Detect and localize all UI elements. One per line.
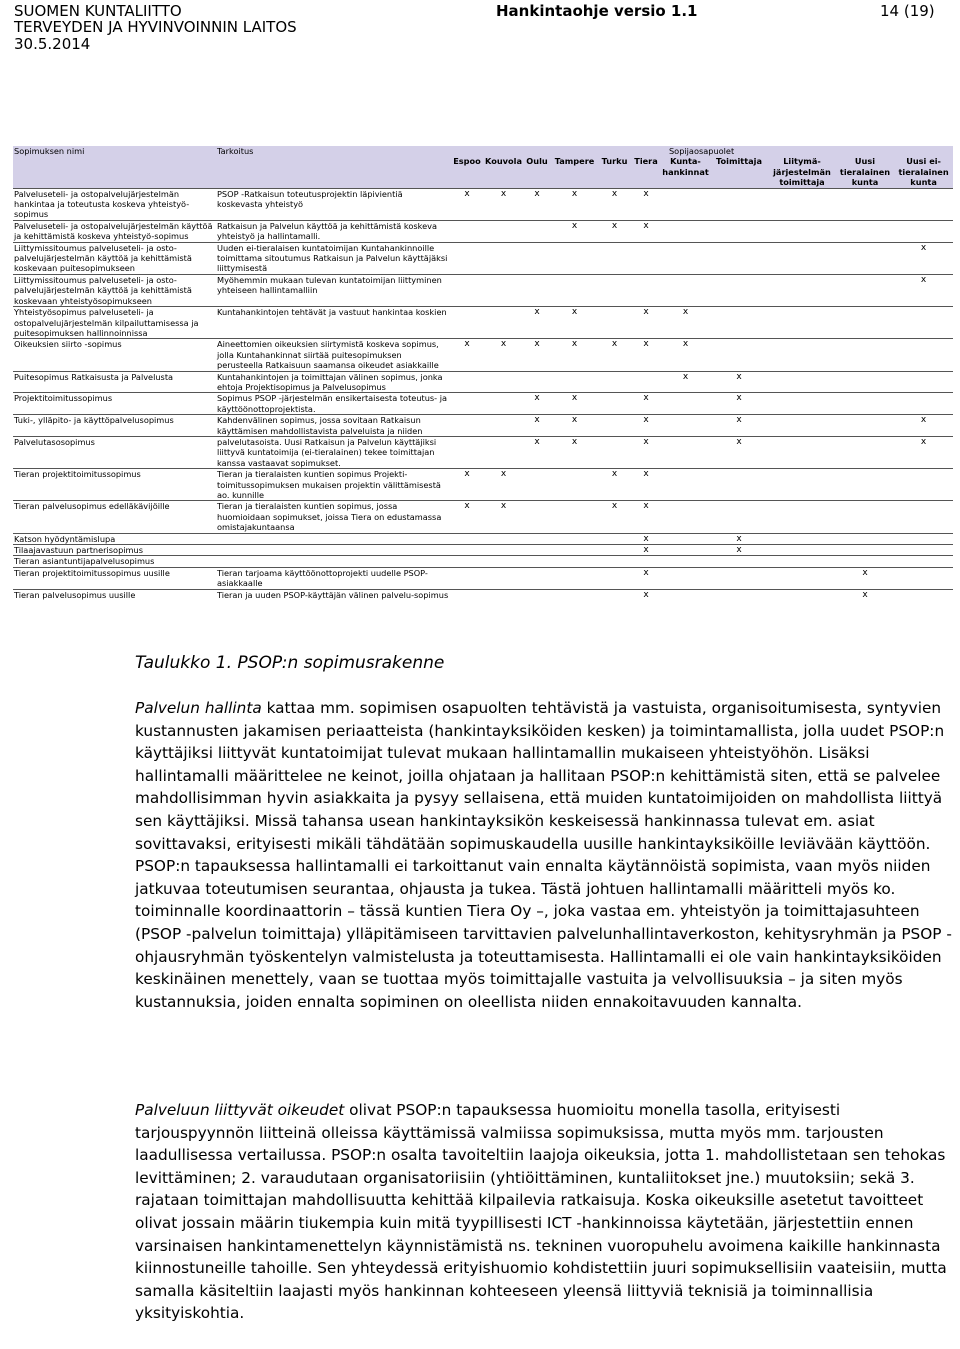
party-mark (450, 436, 484, 468)
contract-name: Katson hyödyntämislupa (13, 533, 216, 544)
party-mark: x (631, 589, 661, 600)
contract-purpose: Kuntahankintojen ja toimittajan välinen sopimus, jonka ehtoja Projektisopimus ja Palvelusopimus (216, 371, 450, 393)
party-mark (598, 567, 631, 589)
party-mark (523, 556, 551, 567)
party-mark (710, 469, 768, 501)
contract-purpose: Aineettomien oikeuksien siirtymistä koskeva sopimus, jolla Kuntahankinnat siirtää puitesopimuksen perusteella Ratkaisuun saamansa oikeudet asiakkaille (216, 339, 450, 371)
party-mark: x (484, 188, 523, 220)
column-header-name: Sopimuksen nimi (13, 146, 216, 188)
party-mark (768, 371, 836, 393)
party-mark (661, 188, 710, 220)
party-mark: x (551, 188, 598, 220)
party-mark: x (523, 436, 551, 468)
contract-name: Oikeuksien siirto -sopimus (13, 339, 216, 371)
table-row (13, 589, 953, 600)
column-header-party: Tiera (631, 156, 661, 188)
party-mark (523, 533, 551, 544)
party-mark (768, 242, 836, 274)
party-mark (768, 220, 836, 242)
contract-name: Tieran projektitoimitussopimus (13, 469, 216, 501)
party-mark (768, 339, 836, 371)
table-row (13, 567, 953, 589)
party-mark (450, 589, 484, 600)
party-mark (768, 533, 836, 544)
party-mark (661, 393, 710, 415)
contract-purpose: Ratkaisun ja Palvelun käyttöä ja kehittämistä koskeva yhteistyö ja hallintamalli. (216, 220, 450, 242)
party-mark (598, 436, 631, 468)
party-mark (450, 545, 484, 556)
party-mark (661, 469, 710, 501)
column-header-party: Kouvola (484, 156, 523, 188)
party-mark (836, 220, 894, 242)
party-mark: x (484, 339, 523, 371)
party-mark (661, 242, 710, 274)
party-mark (450, 371, 484, 393)
party-mark (484, 242, 523, 274)
party-mark (710, 188, 768, 220)
party-mark (551, 556, 598, 567)
organization-name: SUOMEN KUNTALIITTO (14, 2, 182, 20)
party-mark (484, 545, 523, 556)
party-mark (523, 501, 551, 533)
party-mark (551, 469, 598, 501)
column-group-parties: Sopijaosapuolet (450, 146, 953, 156)
party-mark: x (598, 188, 631, 220)
party-mark (661, 545, 710, 556)
column-header-party: Uusi ei-tieralainen kunta (894, 156, 953, 188)
table-row (13, 436, 953, 468)
paragraph-rights (135, 1099, 955, 1325)
party-mark (710, 556, 768, 567)
party-mark (768, 307, 836, 339)
paragraph-text: kattaa mm. sopimisen osapuolten tehtävistä ja vastuista, organisoitumisesta, syntyvien kustannusten jakamisen periaatteista (hankintayksiköiden kesken) ja toimintamallista, jolla uudet PSOP:n käyttäjiksi liittyvät kuntatoimijat tulevat mukaan hallintamallin mukaiseen yhteistyöhön. Lisäksi hallintamalli määrittelee ne keinot, joilla ohjataan ja hallitaan PSOP:n kehittämistä siten, että se palvelee mahdollisimman hyvin asiakkaita ja pysyy sellaisena, että muiden kuntatoimijoiden on mahdollista liittyä sen käyttäjiksi. Missä tahansa usean hankintayksikön keskeisessä hankinnassa tulevat em. asiat sovittavaksi, erityisesti mikäli tähdätään sopimuskaudella uusille hankintayksiköille leviävään käyttöön. PSOP:n tapauksessa hallintamalli ei tarkoittanut vain ennalta käytännöistä sopimista, vaan myös niiden jatkuvaa toteutumisen seurantaa, ohjausta ja tukea. Tästä johtuen hallintamalli määritteli myös ko. toiminnalle koordinaattorin – tässä kuntien Tiera Oy –, joka vastaa em. yhteistyön ja toimittajasuhteen (PSOP -palvelun toimittaja) ylläpitämiseen tarvittavien palvelunhallintaverkoston, kehitysryhmän ja PSOP -ohjausryhmän työskentelyn valmistelusta ja toteuttamisesta. Hallintamalli ei ole vain hankintayksiköiden keskinäinen menettely, vaan se tuottaa myös toimittajalle vastuita ja velvollisuuksia – ja siten myös kustannuksia, joiden ennalta sopiminen on oleellista niiden ennakoitavuuden kannalta. (135, 699, 952, 1011)
party-mark (484, 307, 523, 339)
party-mark: x (661, 371, 710, 393)
document-date: 30.5.2014 (14, 35, 91, 53)
party-mark: x (450, 469, 484, 501)
party-mark: x (551, 415, 598, 437)
table-row (13, 415, 953, 437)
party-mark: x (631, 501, 661, 533)
party-mark: x (894, 436, 953, 468)
party-mark (768, 274, 836, 306)
table-row (13, 545, 953, 556)
party-mark (484, 567, 523, 589)
party-mark (551, 533, 598, 544)
party-mark: x (598, 339, 631, 371)
table-row (13, 501, 953, 533)
party-mark (450, 307, 484, 339)
party-mark: x (484, 501, 523, 533)
party-mark (598, 533, 631, 544)
party-mark: x (598, 220, 631, 242)
party-mark (836, 307, 894, 339)
party-mark (631, 274, 661, 306)
party-mark: x (710, 393, 768, 415)
party-mark: x (631, 188, 661, 220)
party-mark (450, 567, 484, 589)
party-mark (768, 501, 836, 533)
party-mark (484, 436, 523, 468)
party-mark (551, 242, 598, 274)
contract-purpose: Uuden ei-tieralaisen kuntatoimijan Kuntahankinnoille toimittama sitoutumus Ratkaisun ja Palvelun käyttäjäksi liittymisestä (216, 242, 450, 274)
table-row (13, 533, 953, 544)
party-mark (598, 545, 631, 556)
party-mark (450, 415, 484, 437)
contract-name: Tuki-, ylläpito- ja käyttöpalvelusopimus (13, 415, 216, 437)
column-header-party: Espoo (450, 156, 484, 188)
party-mark (661, 589, 710, 600)
contract-purpose: Kahdenvälinen sopimus, jossa sovitaan Ratkaisun käyttämisen mahdollistavista palveluista ja niiden (216, 415, 450, 437)
party-mark: x (710, 371, 768, 393)
party-mark (836, 339, 894, 371)
party-mark (631, 556, 661, 567)
party-mark (836, 556, 894, 567)
party-mark (768, 567, 836, 589)
party-mark (894, 533, 953, 544)
table-row (13, 371, 953, 393)
party-mark (450, 533, 484, 544)
page-header (0, 0, 960, 60)
party-mark (894, 371, 953, 393)
party-mark (484, 393, 523, 415)
contract-name: Liittymissitoumus palveluseteli- ja osto-palvelujärjestelmän käyttöä ja kehittämistä koskevaan puitesopimukseen (13, 242, 216, 274)
paragraph-lead: Palveluun liittyvät oikeudet (135, 1101, 345, 1119)
party-mark (836, 469, 894, 501)
party-mark (631, 242, 661, 274)
party-mark (661, 556, 710, 567)
column-header-purpose: Tarkoitus (216, 146, 450, 188)
party-mark (598, 274, 631, 306)
party-mark: x (450, 501, 484, 533)
contract-name: Tilaajavastuun partnerisopimus (13, 545, 216, 556)
column-header-party: Kunta-hankinnat (661, 156, 710, 188)
party-mark (523, 589, 551, 600)
party-mark (894, 307, 953, 339)
party-mark (768, 545, 836, 556)
contract-purpose: Tieran tarjoama käyttöönottoprojekti uudelle PSOP-asiakkaalle (216, 567, 450, 589)
paragraph-text: olivat PSOP:n tapauksessa huomioitu monella tasolla, erityisesti tarjouspyynnön liitteinä olleissa käyttämissä valmiissa sopimuksissa, mutta myös mm. tarjousten laadullisessa vertailussa. PSOP:n osalta tavoiteltiin laajoja oikeuksia, jotta 1. mahdollistetaan sen tehokas levittäminen; 2. varaudutaan organisatoriisiin (yhtiöittäminen, kuntaliitokset jne.) muutoksiin; sekä 3. rajataan toimittajan mahdollisuutta kehittää kilpailevia ratkaisuja. Koska oikeuksille asetetut tavoitteet olivat jossain määrin tiukempia kuin mitä tyypillisesti ICT -hankinnoissa käytetään, järjestettiin ennen varsinaisen hankintamenettelyn käynnistämistä ns. tekninen vuoropuhelu avoimena kaikille hankinnasta kiinnostuneille tahoille. Sen yhteydessä erityishuomio kohdistettiin juuri sopimuksellisiin vaateisiin, mutta samalla käsiteltiin laajasti myös hankinnan kohteeseen yleensä liittyviä teknisiä ja toiminnallisia yksityiskohtia. (135, 1101, 947, 1323)
party-mark (484, 415, 523, 437)
party-mark (450, 556, 484, 567)
party-mark (598, 242, 631, 274)
contract-purpose: Sopimus PSOP -järjestelmän ensikertaisesta toteutus- ja käyttöönottoprojektista. (216, 393, 450, 415)
party-mark (710, 220, 768, 242)
contract-name: Projektitoimitussopimus (13, 393, 216, 415)
contract-name: Palveluseteli- ja ostopalvelujärjestelmän käyttöä ja kehittämistä koskeva yhteistyö-sopimus (13, 220, 216, 242)
party-mark: x (523, 339, 551, 371)
party-mark (450, 393, 484, 415)
party-mark (450, 274, 484, 306)
contract-purpose (216, 545, 450, 556)
party-mark (551, 567, 598, 589)
party-mark (768, 436, 836, 468)
contract-name: Tieran asiantuntijapalvelusopimus (13, 556, 216, 567)
party-mark (598, 393, 631, 415)
party-mark (836, 393, 894, 415)
party-mark: x (631, 307, 661, 339)
party-mark (450, 242, 484, 274)
party-mark: x (661, 307, 710, 339)
party-mark (894, 567, 953, 589)
party-mark: x (894, 415, 953, 437)
party-mark (450, 220, 484, 242)
party-mark (551, 545, 598, 556)
party-mark: x (631, 545, 661, 556)
table-row (13, 242, 953, 274)
party-mark (894, 469, 953, 501)
page-number: 14 (19) (880, 2, 935, 20)
party-mark: x (836, 567, 894, 589)
party-mark (836, 533, 894, 544)
party-mark (661, 436, 710, 468)
table-row (13, 339, 953, 371)
contract-purpose: Tieran ja tieralaisten kuntien sopimus Projekti-toimitussopimuksen mukaisen projektin välittämisestä ao. kunnille (216, 469, 450, 501)
party-mark: x (631, 533, 661, 544)
party-mark (836, 436, 894, 468)
party-mark (523, 371, 551, 393)
party-mark (484, 220, 523, 242)
party-mark: x (710, 436, 768, 468)
party-mark: x (631, 436, 661, 468)
party-mark (484, 274, 523, 306)
party-mark (768, 556, 836, 567)
party-mark (710, 589, 768, 600)
party-mark: x (450, 188, 484, 220)
contract-purpose: Tieran ja uuden PSOP-käyttäjän välinen palvelu-sopimus (217, 589, 449, 600)
table-row (13, 274, 953, 306)
party-mark (598, 589, 631, 600)
party-mark (710, 567, 768, 589)
document-version: Hankintaohje versio 1.1 (496, 2, 698, 20)
party-mark (523, 545, 551, 556)
party-mark (523, 220, 551, 242)
party-mark (598, 415, 631, 437)
party-mark: x (631, 469, 661, 501)
party-mark (523, 274, 551, 306)
party-mark (551, 274, 598, 306)
party-mark (551, 589, 598, 600)
party-mark (836, 274, 894, 306)
contract-purpose (216, 533, 450, 544)
party-mark: x (551, 393, 598, 415)
party-mark (894, 339, 953, 371)
party-mark: x (523, 393, 551, 415)
table-row (13, 393, 953, 415)
party-mark (710, 274, 768, 306)
party-mark (598, 307, 631, 339)
party-mark (710, 501, 768, 533)
party-mark: x (631, 339, 661, 371)
party-mark (836, 188, 894, 220)
party-mark (836, 242, 894, 274)
party-mark (661, 501, 710, 533)
party-mark: x (551, 220, 598, 242)
party-mark: x (598, 469, 631, 501)
party-mark (523, 242, 551, 274)
party-mark: x (894, 242, 953, 274)
paragraph-governance (135, 697, 955, 1013)
party-mark (710, 307, 768, 339)
party-mark (894, 556, 953, 567)
column-header-party: Liitymä-järjestelmän toimittaja (768, 156, 836, 188)
contract-purpose (216, 556, 450, 567)
party-mark (523, 567, 551, 589)
table-row (13, 188, 953, 220)
party-mark: x (551, 436, 598, 468)
contract-structure-table (13, 146, 953, 600)
party-mark (768, 469, 836, 501)
party-mark: x (661, 339, 710, 371)
party-mark (894, 545, 953, 556)
party-mark (710, 339, 768, 371)
table-row (13, 220, 953, 242)
party-mark (598, 371, 631, 393)
party-mark (768, 393, 836, 415)
table-caption: Taulukko 1. PSOP:n sopimusrakenne (135, 653, 445, 673)
table-row (13, 307, 953, 339)
party-mark (661, 274, 710, 306)
organization-name-2: TERVEYDEN JA HYVINVOINNIN LAITOS (14, 18, 297, 36)
party-mark (836, 371, 894, 393)
table-row (13, 469, 953, 501)
party-mark (894, 589, 953, 600)
contract-name: Puitesopimus Ratkaisusta ja Palvelusta (13, 371, 216, 393)
party-mark: x (523, 307, 551, 339)
contract-name: Tieran palvelusopimus edelläkävijöille (13, 501, 216, 533)
party-mark: x (710, 533, 768, 544)
party-mark (631, 371, 661, 393)
party-mark (661, 415, 710, 437)
contract-name: Palvelutasosopimus (13, 436, 216, 468)
party-mark: x (484, 469, 523, 501)
party-mark (768, 415, 836, 437)
contract-purpose: palvelutasoista. Uusi Ratkaisun ja Palvelun käyttäjiksi liittyvä kuntatoimija (ei-tieralainen) tekee toimittajan kanssa vastaavat sopimukset. (216, 436, 450, 468)
party-mark (768, 589, 836, 600)
party-mark (836, 545, 894, 556)
party-mark (894, 220, 953, 242)
party-mark (661, 567, 710, 589)
contract-purpose: Kuntahankintojen tehtävät ja vastuut hankintaa koskien (216, 307, 450, 339)
contract-purpose: Tieran ja tieralaisten kuntien sopimus, jossa huomioidaan sopimukset, joissa Tiera on edustamassa omistajakuntaansa (216, 501, 450, 533)
party-mark: x (710, 545, 768, 556)
party-mark (710, 242, 768, 274)
party-mark: x (836, 589, 894, 600)
party-mark (484, 556, 523, 567)
party-mark: x (598, 501, 631, 533)
contract-purpose: PSOP -Ratkaisun toteutusprojektin läpivientiä koskevasta yhteistyö (216, 188, 450, 220)
party-mark: x (523, 415, 551, 437)
party-mark: x (631, 567, 661, 589)
party-mark (768, 188, 836, 220)
column-header-party: Uusi tieralainen kunta (836, 156, 894, 188)
party-mark: x (710, 415, 768, 437)
column-header-party: Toimittaja (710, 156, 768, 188)
party-mark: x (551, 307, 598, 339)
party-mark (836, 501, 894, 533)
contract-name: Tieran palvelusopimus uusille (13, 589, 216, 600)
party-mark: x (894, 274, 953, 306)
party-mark (484, 371, 523, 393)
party-mark (551, 371, 598, 393)
paragraph-lead: Palvelun hallinta (135, 699, 262, 717)
contract-purpose: Myöhemmin mukaan tulevan kuntatoimijan liittyminen yhteiseen hallintamalliin (216, 274, 450, 306)
party-mark: x (631, 393, 661, 415)
contract-name: Yhteistyösopimus palveluseteli- ja ostopalvelujärjestelmän kilpailuttamisessa ja puitesopimuksen hallinnoinnissa (13, 307, 216, 339)
party-mark: x (631, 220, 661, 242)
party-mark (894, 393, 953, 415)
party-mark (661, 220, 710, 242)
contract-name: Tieran projektitoimitussopimus uusille (13, 567, 216, 589)
party-mark: x (551, 339, 598, 371)
party-mark (484, 589, 523, 600)
table-row (13, 556, 953, 567)
party-mark (523, 469, 551, 501)
column-header-party: Tampere (551, 156, 598, 188)
party-mark (836, 415, 894, 437)
party-mark (484, 533, 523, 544)
contract-name: Liittymissitoumus palveluseteli- ja osto-palvelujärjestelmän käyttöä ja kehittämistä koskevaan yhteistyösopimukseen (13, 274, 216, 306)
party-mark: x (450, 339, 484, 371)
party-mark: x (523, 188, 551, 220)
column-header-party: Turku (598, 156, 631, 188)
contract-name: Palveluseteli- ja ostopalvelujärjestelmän hankintaa ja toteutusta koskeva yhteistyö-sopimus (13, 188, 216, 220)
column-header-party: Oulu (523, 156, 551, 188)
party-mark (894, 501, 953, 533)
party-mark (551, 501, 598, 533)
party-mark (598, 556, 631, 567)
party-mark (661, 533, 710, 544)
party-mark (894, 188, 953, 220)
party-mark: x (631, 415, 661, 437)
